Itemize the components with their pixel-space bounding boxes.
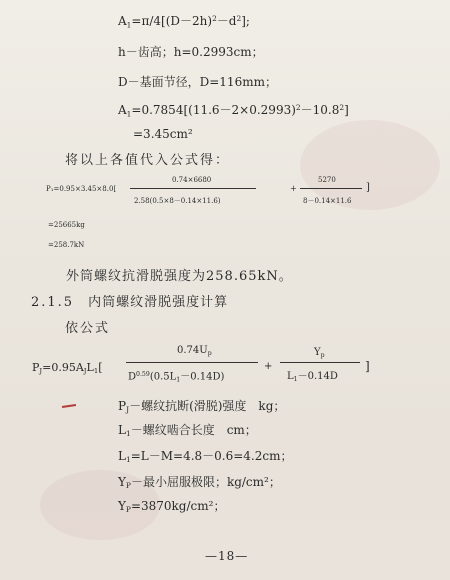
formula-text: P <box>32 361 40 374</box>
formula-text: ] <box>344 103 349 118</box>
d-definition: D－基面节径，D=116mm； <box>118 75 277 89</box>
formula-text: －10.8 <box>300 103 340 118</box>
formula-superscript: 2 <box>236 14 242 23</box>
formula-text: =0.95A <box>42 361 84 374</box>
formula2-denominator-1 <box>128 372 224 383</box>
definition-symbol: L <box>118 423 126 437</box>
formula-text: －0.14D <box>297 371 338 382</box>
definition-line <box>118 450 292 464</box>
definition-subscript: 1 <box>125 429 131 439</box>
definition-subscript: P <box>125 505 131 515</box>
formula-subscript: 1 <box>93 367 99 376</box>
formula-superscript: 2 <box>295 103 301 112</box>
formula-subscript: p <box>320 351 325 359</box>
formula-subscript: 1 <box>176 376 181 384</box>
definition-symbol: Y <box>118 499 126 513</box>
area-result: =3.45cm² <box>133 127 193 141</box>
formula-text: L <box>86 361 94 374</box>
formula-superscript: 2 <box>212 14 217 23</box>
formula-text: (0.5L <box>149 371 177 383</box>
section-heading <box>31 296 228 309</box>
fraction-bar <box>126 362 258 363</box>
formula-subscript: J <box>39 367 43 376</box>
formula-text: =0.7854[(11.6－2×0.2993) <box>131 103 296 118</box>
formula-text: －0.14D) <box>180 371 225 383</box>
formula-text: A <box>118 103 127 118</box>
calc-numerator-1: 0.74×6680 <box>172 176 212 184</box>
section-title: 内筒螺纹滑脱强度计算 <box>88 295 229 310</box>
definition-text: =3870kg/cm²； <box>130 499 226 513</box>
formula-text: ]; <box>241 14 250 29</box>
formula-subscript: J <box>83 367 87 376</box>
fraction-bar <box>130 188 256 189</box>
formula-subscript: p <box>207 349 212 357</box>
fraction-bar <box>280 362 360 363</box>
calc-lhs: P₁=0.95×3.45×8.0[ <box>46 185 117 193</box>
calc-denominator-1: 2.58(0.5×8－0.14×11.6) <box>134 197 221 205</box>
result-kn: =258.7kN <box>48 241 85 249</box>
definition-text: －螺纹啮合长度 cm； <box>130 423 257 437</box>
substitute-line: 将以上各值代入公式得： <box>65 153 231 168</box>
definition-text: －螺纹抗断(滑脱)强度 kg； <box>129 399 286 413</box>
formula2-plus: + <box>264 361 273 372</box>
calc-denominator-2: 8－0.14×11.6 <box>303 197 352 205</box>
definition-subscript: P <box>125 481 131 491</box>
formula2-denominator-2 <box>287 372 338 383</box>
area-formula <box>118 15 250 29</box>
formula-text: D <box>128 371 137 383</box>
formula-subscript: 1 <box>293 375 298 383</box>
definition-line <box>118 424 257 438</box>
result-kg: =25665kg <box>48 221 85 229</box>
formula-text: A <box>118 14 127 29</box>
formula-superscript: 2 <box>339 103 345 112</box>
definition-symbol: Y <box>118 475 126 489</box>
h-definition: h－齿高；h=0.2993cm； <box>118 45 264 59</box>
definition-subscript: 1 <box>125 455 131 465</box>
formula2-numerator-2 <box>314 348 325 359</box>
formula-label: 依公式 <box>65 321 111 336</box>
definition-symbol: P <box>118 399 127 413</box>
definition-text: =L－M=4.8－0.6=4.2cm； <box>130 449 293 463</box>
formula-text: －d <box>216 14 237 29</box>
formula2-lhs <box>32 362 102 375</box>
formula-text: L <box>287 371 294 382</box>
page-number: —18— <box>205 549 249 563</box>
formula-text: [ <box>98 361 103 374</box>
calc-plus: + <box>290 184 297 193</box>
formula-subscript: 1 <box>126 109 132 119</box>
area-calculation <box>118 104 349 118</box>
formula-subscript: 1 <box>126 20 132 30</box>
definition-text: －最小屈服极限；kg/cm²； <box>130 475 281 489</box>
formula2-numerator-1 <box>177 346 212 357</box>
definition-subscript: J <box>126 405 130 415</box>
fraction-bar <box>300 188 362 189</box>
red-pen-mark <box>62 404 76 408</box>
formula2-close: ] <box>365 359 370 373</box>
definition-symbol: L <box>118 449 126 463</box>
formula-superscript: 0.59 <box>136 371 150 378</box>
formula-text: 0.74U <box>177 345 208 356</box>
calc-numerator-2: 5270 <box>318 176 336 184</box>
definition-line <box>118 500 225 514</box>
outer-strength-line: 外筒螺纹抗滑脱强度为258.65kN。 <box>66 269 293 284</box>
formula-text: =π/4[(D－2h) <box>131 14 213 29</box>
section-number: 2.1.5 <box>31 295 75 310</box>
calc-close: ] <box>366 182 370 193</box>
definition-line <box>118 400 285 414</box>
definition-line <box>118 476 281 490</box>
formula-text: Y <box>314 347 321 358</box>
